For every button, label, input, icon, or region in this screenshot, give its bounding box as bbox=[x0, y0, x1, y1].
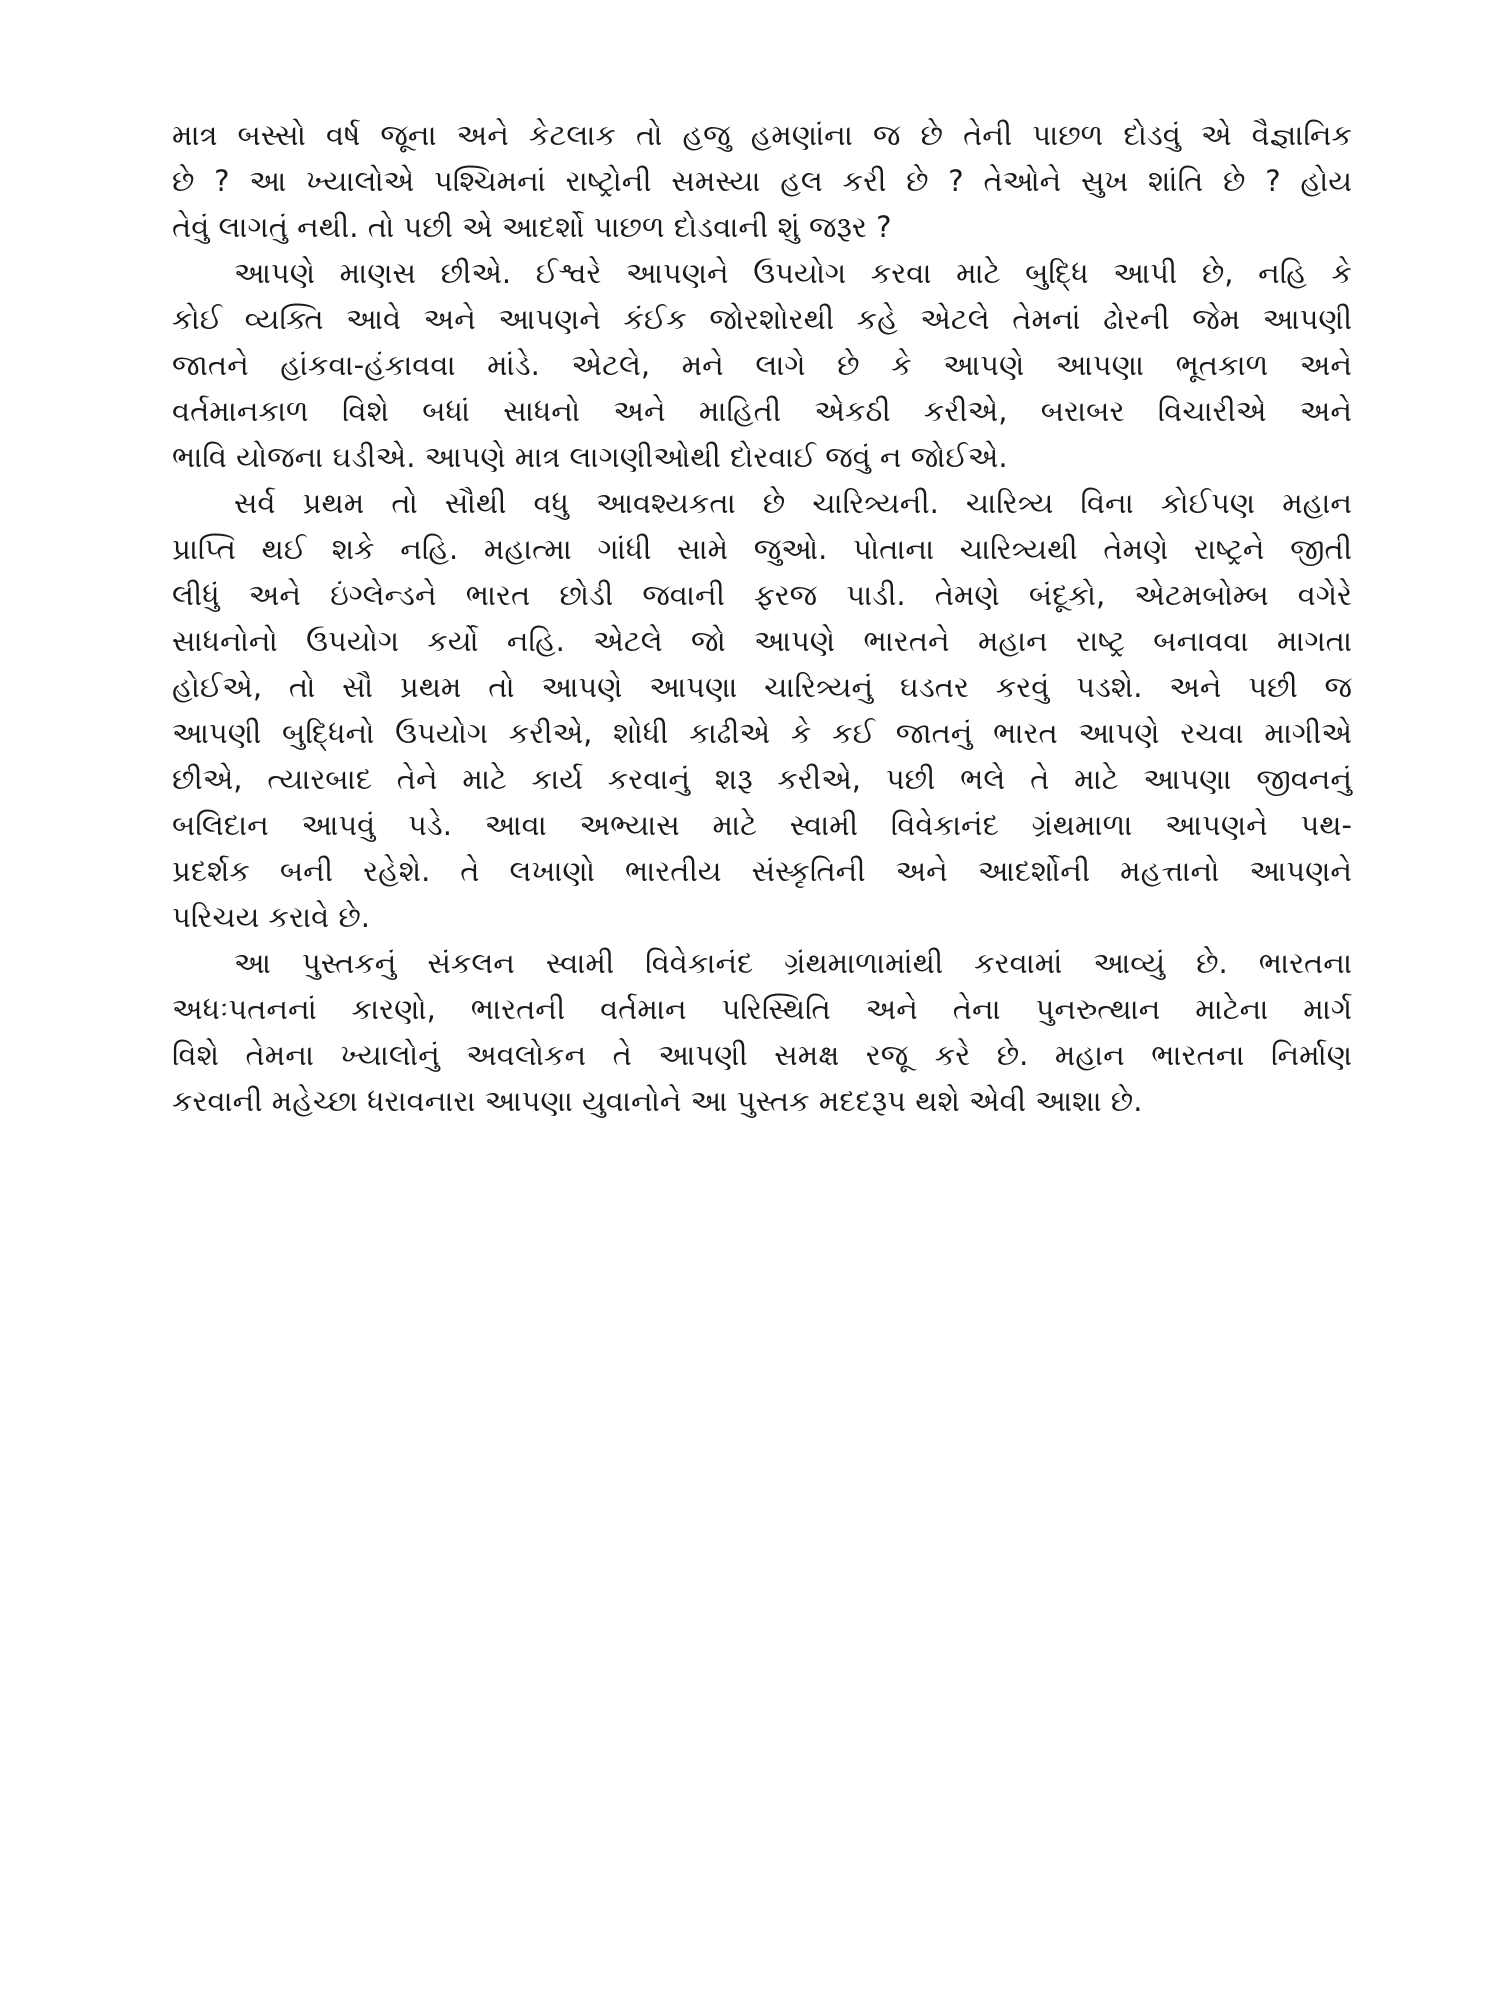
paragraph-3 bbox=[172, 480, 1352, 940]
text-line: અધઃપતનનાં કારણો, ભારતની વર્તમાન પરિસ્થિતિ અને તેના પુનરુત્થાન માટેના માર્ગ bbox=[172, 992, 1352, 1026]
text-line: પ્રાપ્તિ થઈ શકે નહિ. મહાત્મા ગાંધી સામે જુઓ. પોતાના ચારિત્ર્યથી તેમણે રાષ્ટ્રને જીતી bbox=[172, 532, 1352, 566]
text-line: કરવાની મહેચ્છા ધરાવનારા આપણા યુવાનોને આ પુસ્તક મદદરૂપ થશે એવી આશા છે. bbox=[172, 1084, 1143, 1118]
text-line: સર્વ પ્રથમ તો સૌથી વધુ આવશ્યકતા છે ચારિત્ર્યની. ચારિત્ર્ય વિના કોઈપણ મહાન bbox=[234, 486, 1352, 520]
text-line: આપણે માણસ છીએ. ઈશ્વરે આપણને ઉપયોગ કરવા માટે બુદ્ધિ આપી છે, નહિ કે bbox=[234, 256, 1352, 290]
text-line: હોઈએ, તો સૌ પ્રથમ તો આપણે આપણા ચારિત્ર્યનું ઘડતર કરવું પડશે. અને પછી જ bbox=[172, 670, 1352, 704]
text-line: આપણી બુદ્ધિનો ઉપયોગ કરીએ, શોધી કાઢીએ કે કઈ જાતનું ભારત આપણે રચવા માગીએ bbox=[172, 716, 1352, 750]
text-line: પ્રદર્શક બની રહેશે. તે લખાણો ભારતીય સંસ્કૃતિની અને આદર્શોની મહત્તાનો આપણને bbox=[172, 854, 1352, 888]
paragraph-1 bbox=[172, 112, 1352, 250]
text-line: તેવું લાગતું નથી. તો પછી એ આદર્શો પાછળ દોડવાની શું જરૂર ? bbox=[172, 210, 892, 244]
text-line: પરિચય કરાવે છે. bbox=[172, 900, 371, 934]
text-line: વર્તમાનકાળ વિશે બધાં સાધનો અને માહિતી એકઠી કરીએ, બરાબર વિચારીએ અને bbox=[172, 394, 1352, 428]
text-line: ભાવિ યોજના ઘડીએ. આપણે માત્ર લાગણીઓથી દોરવાઈ જવું ન જોઈએ. bbox=[172, 440, 1008, 474]
text-line: વિશે તેમના ખ્યાલોનું અવલોકન તે આપણી સમક્ષ રજૂ કરે છે. મહાન ભારતના નિર્માણ bbox=[172, 1038, 1352, 1072]
text-line: આ પુસ્તકનું સંકલન સ્વામી વિવેકાનંદ ગ્રંથમાળામાંથી કરવામાં આવ્યું છે. ભારતના bbox=[234, 946, 1352, 980]
text-line: જાતને હાંકવા-હંકાવવા માંડે. એટલે, મને લાગે છે કે આપણે આપણા ભૂતકાળ અને bbox=[172, 348, 1352, 382]
text-line: લીધું અને ઇંગ્લેન્ડને ભારત છોડી જવાની ફરજ પાડી. તેમણે બંદૂકો, એટમબોમ્બ વગેરે bbox=[172, 578, 1352, 612]
text-line: કોઈ વ્યક્તિ આવે અને આપણને કંઈક જોરશોરથી કહે એટલે તેમનાં ઢોરની જેમ આપણી bbox=[172, 302, 1352, 336]
text-line: માત્ર બસ્સો વર્ષ જૂના અને કેટલાક તો હજુ હમણાંના જ છે તેની પાછળ દોડવું એ વૈજ્ઞાનિક bbox=[172, 118, 1352, 152]
body-text bbox=[172, 112, 1352, 1124]
text-line: સાધનોનો ઉપયોગ કર્યો નહિ. એટલે જો આપણે ભારતને મહાન રાષ્ટ્ર બનાવવા માગતા bbox=[172, 624, 1352, 658]
paragraph-2 bbox=[172, 250, 1352, 480]
paragraph-4 bbox=[172, 940, 1352, 1124]
text-line: બલિદાન આપવું પડે. આવા અભ્યાસ માટે સ્વામી વિવેકાનંદ ગ્રંથમાળા આપણને પથ- bbox=[172, 808, 1352, 842]
text-line: છીએ, ત્યારબાદ તેને માટે કાર્ય કરવાનું શરૂ કરીએ, પછી ભલે તે માટે આપણા જીવનનું bbox=[172, 762, 1352, 796]
text-line: છે ? આ ખ્યાલોએ પશ્ચિમનાં રાષ્ટ્રોની સમસ્યા હલ કરી છે ? તેઓને સુખ શાંતિ છે ? હોય bbox=[172, 164, 1352, 198]
